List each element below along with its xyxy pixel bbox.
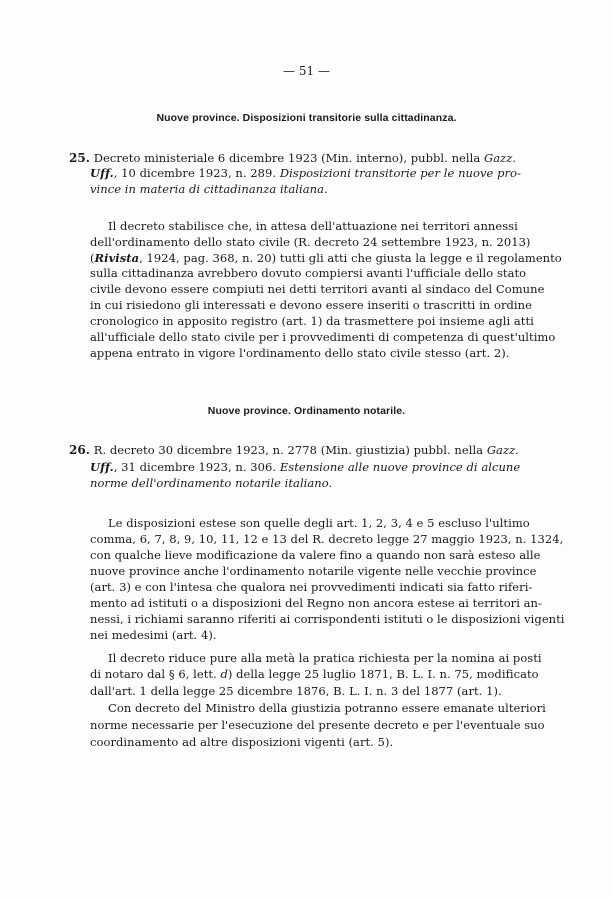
- entry-text: Decreto ministeriale 6 dicembre 1923 (Min. interno), pubbl. nella: [93, 151, 481, 165]
- entry-text: Gazz.: [483, 151, 517, 165]
- body2-line: coordinamento ad altre disposizioni vigenti (art. 5).: [90, 735, 394, 749]
- body-text: Rivista: [94, 251, 140, 265]
- body2-line: dall'art. 1 della legge 25 dicembre 1876, B. L. I. n. 3 del 1877 (art. 1).: [90, 684, 502, 698]
- body2-line: norme necessarie per l'esecuzione del presente decreto e per l'eventuale suo: [90, 718, 545, 732]
- entry-number: 25.: [69, 151, 91, 165]
- entry-text: , 10 dicembre 1923, n. 289.: [113, 166, 277, 180]
- body1-line: civile devono essere compiuti nei detti territori avanti al sindaco del Comune: [90, 282, 545, 296]
- entry-text: Gazz.: [486, 443, 519, 457]
- body1-line: dell'ordinamento dello stato civile (R. decreto 24 settembre 1923, n. 2013): [90, 235, 531, 249]
- body-text: di notaro dal § 6, lett.: [90, 667, 217, 681]
- body1-line: cronologico in apposito registro (art. 1) da trasmettere poi insieme agli atti: [90, 314, 534, 328]
- entry-text: Uff.: [90, 166, 114, 180]
- body1-line: sulla cittadinanza avrebbero dovuto compiersi avanti l'ufficiale dello stato: [90, 266, 527, 280]
- entry-26-line-2: [90, 460, 521, 474]
- body1-line: in cui risiedono gli interessati e devono essere inseriti o trascritti in ordine: [90, 298, 532, 312]
- body1-line: appena entrato in vigore l'ordinamento dello stato civile stesso (art. 2).: [90, 346, 510, 360]
- body2-line: [90, 667, 539, 681]
- entry-25-line-3: vince in materia di cittadinanza italiana.: [90, 182, 328, 196]
- entry-25-line-1: [69, 151, 516, 165]
- body2-line: mento ad istituti o a disposizioni del Regno non ancora estese ai territori an-: [90, 596, 542, 610]
- entry-text: Uff.: [90, 460, 114, 474]
- entry-text: Estensione alle nuove province di alcune: [279, 460, 521, 474]
- body-text: ) della legge 25 luglio 1871, B. L. I. n. 75, modificato: [227, 667, 539, 681]
- body2-line: comma, 6, 7, 8, 9, 10, 11, 12 e 13 del R. decreto legge 27 maggio 1923, n. 1324,: [90, 532, 564, 546]
- entry-number: 26.: [69, 443, 91, 457]
- body2-line: Le disposizioni estese son quelle degli art. 1, 2, 3, 4 e 5 escluso l'ultimo: [108, 516, 530, 530]
- page-number: — 51 —: [283, 64, 330, 78]
- entry-text: R. decreto 30 dicembre 1923, n. 2778 (Min. giustizia) pubbl. nella: [93, 443, 484, 457]
- body2-line: (art. 3) e con l'intesa che qualora nei provvedimenti indicati sia fatto riferi-: [90, 580, 533, 594]
- body-text: (: [90, 251, 95, 265]
- body2-line: Il decreto riduce pure alla metà la pratica richiesta per la nomina ai posti: [108, 651, 542, 665]
- section-heading-notarile: Nuove province. Ordinamento notarile.: [207, 405, 406, 417]
- body2-line: nei medesimi (art. 4).: [90, 628, 217, 642]
- entry-26-line-1: [69, 443, 519, 457]
- entry-text: , 31 dicembre 1923, n. 306.: [113, 460, 277, 474]
- body-text: , 1924, pag. 368, n. 20) tutti gli atti che giusta la legge e il regolamento: [139, 251, 562, 265]
- body2-line: Con decreto del Ministro della giustizia potranno essere emanate ulteriori: [108, 701, 546, 715]
- entry-text: Disposizioni transitorie per le nuove pro-: [279, 166, 521, 180]
- body1-line: all'ufficiale dello stato civile per i provvedimenti di competenza di quest'ultimo: [90, 330, 556, 344]
- entry-25-line-2: [90, 166, 521, 180]
- body2-line: con qualche lieve modificazione da valere fino a quando non sarà esteso alle: [90, 548, 541, 562]
- body1-line: [90, 251, 562, 265]
- body2-line: nessi, i richiami saranno riferiti ai corrispondenti istituti o le disposizioni vigenti: [90, 612, 565, 626]
- entry-26-line-3: norme dell'ordinamento notarile italiano.: [90, 476, 333, 490]
- body1-line: Il decreto stabilisce che, in attesa dell'attuazione nei territori annessi: [108, 219, 518, 233]
- section-heading-cittadinanza: Nuove province. Disposizioni transitorie sulla cittadinanza.: [156, 112, 457, 124]
- body2-line: nuove province anche l'ordinamento notarile vigente nelle vecchie province: [90, 564, 537, 578]
- body-text: d: [220, 667, 228, 681]
